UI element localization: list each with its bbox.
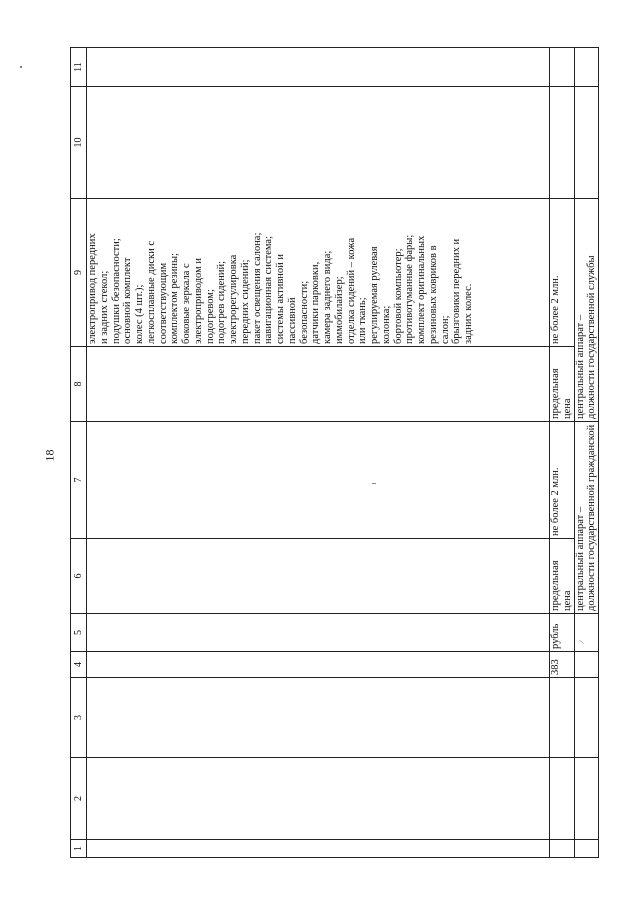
cell-5 bbox=[574, 614, 599, 652]
cell-1 bbox=[87, 840, 550, 858]
cell-1 bbox=[550, 840, 575, 858]
cell-8 bbox=[87, 347, 550, 422]
header-cell-9: 9 bbox=[71, 199, 87, 347]
page-number: 18 bbox=[42, 449, 57, 461]
price-row bbox=[550, 48, 575, 858]
cell-10 bbox=[550, 87, 575, 199]
tick-mark: / bbox=[576, 639, 586, 645]
cell-10 bbox=[574, 87, 599, 199]
cell-2 bbox=[574, 758, 599, 840]
price-value-2: не более 2 млн. bbox=[550, 199, 575, 347]
cell-3 bbox=[87, 678, 550, 758]
cell-3 bbox=[550, 678, 575, 758]
header-row bbox=[71, 48, 87, 858]
cell-11 bbox=[574, 48, 599, 87]
cell-5 bbox=[87, 614, 550, 652]
header-cell-4: 4 bbox=[71, 652, 87, 678]
unit-name: рубль bbox=[550, 614, 575, 652]
header-cell-6: 6 bbox=[71, 539, 87, 614]
cell-6 bbox=[87, 539, 550, 614]
cell-2 bbox=[550, 758, 575, 840]
price-value-1: не более 2 млн. bbox=[550, 422, 575, 539]
vehicle-requirements-table bbox=[70, 47, 599, 858]
cell-4 bbox=[574, 652, 599, 678]
section-row bbox=[574, 48, 599, 858]
cell-11 bbox=[550, 48, 575, 87]
equipment-row bbox=[87, 48, 550, 858]
header-cell-3: 3 bbox=[71, 678, 87, 758]
price-label-2: предельная цена bbox=[550, 347, 575, 422]
header-cell-5: 5 bbox=[71, 614, 87, 652]
cell-7 bbox=[87, 422, 550, 539]
equipment-list: электропривод передних и задних стекол; подушки безопасности; основной комплект колес (4 шт.); легкосплавные диски с соответствующим комплектом резины; боковые зеркала с электроприводом и подогревом; подогрев сидений; электрорегулировка передних сидений; пакет освещения салона; навигационная система; системы активной и пассивной безопасности; датчики парковки, камера заднего вида; иммобилайзер; отделка сидений – кожа или ткань; регулируемая рулевая колонка; бортовой компьютер; противотуманные фары; комплект оригинальных резиновых ковриков в салон; брызговики передних и задних колес. bbox=[87, 199, 550, 347]
section-heading-1: центральный аппарат – должности государственной гражданской bbox=[574, 422, 599, 614]
header-cell-1: 1 bbox=[71, 840, 87, 858]
scan-speck bbox=[20, 66, 22, 68]
header-cell-11: 11 bbox=[71, 48, 87, 87]
header-cell-2: 2 bbox=[71, 758, 87, 840]
okei-code: 383 bbox=[550, 652, 575, 678]
cell-10 bbox=[87, 87, 550, 199]
cell-3 bbox=[574, 678, 599, 758]
cell-4 bbox=[87, 652, 550, 678]
header-cell-8: 8 bbox=[71, 347, 87, 422]
section-heading-2: центральный аппарат – должности государственной службы bbox=[574, 199, 599, 422]
header-cell-7: 7 bbox=[71, 422, 87, 539]
price-label-1: предельная цена bbox=[550, 539, 575, 614]
rotated-table-container bbox=[70, 48, 598, 858]
cell-11 bbox=[87, 48, 550, 87]
cell-1 bbox=[574, 840, 599, 858]
cell-2 bbox=[87, 758, 550, 840]
header-cell-10: 10 bbox=[71, 87, 87, 199]
